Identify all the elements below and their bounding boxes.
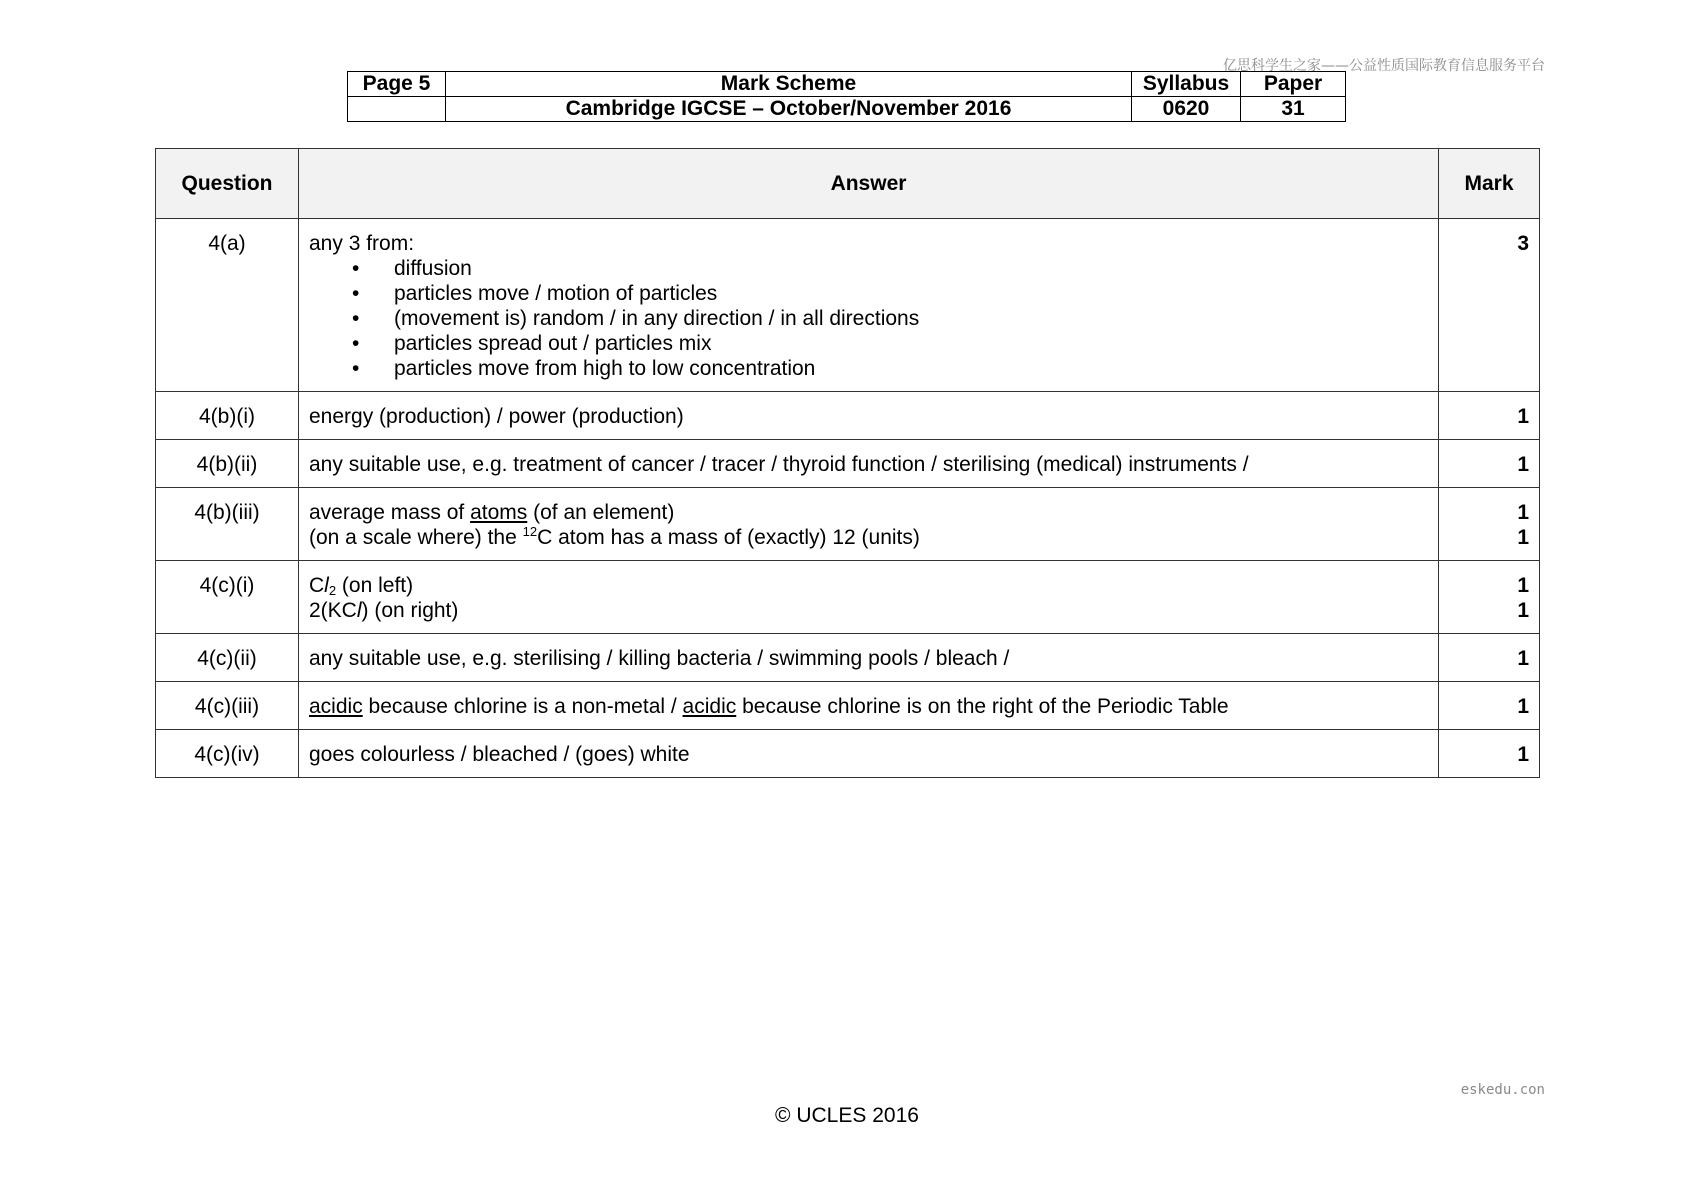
answer-line: 2(KCl) (on right) <box>309 599 459 622</box>
list-item: • particles move from high to low concentration <box>309 356 1428 381</box>
subscript: 2 <box>328 583 337 598</box>
table-header-row <box>156 149 1540 219</box>
table-row <box>156 440 1540 488</box>
underlined-keyword: acidic <box>309 695 363 718</box>
watermark-text-bottom: eskedu.con <box>1460 1082 1545 1098</box>
question-number: 4(c)(ii) <box>156 634 299 682</box>
paper-label: Paper <box>1241 72 1346 97</box>
underlined-keyword: acidic <box>682 695 737 718</box>
answer-line: (on a scale where) the $^{12}$C atom has a mass of (exactly) 12 (units) <box>309 524 920 549</box>
mark-cell <box>1439 561 1540 634</box>
list-item: • particles move / motion of particles <box>309 281 1428 306</box>
list-item: • (movement is) random / in any direction / in all directions <box>309 306 1428 331</box>
mark-value: 3 <box>1439 219 1540 392</box>
question-number: 4(b)(i) <box>156 392 299 440</box>
answer-intro: any 3 from: <box>309 232 415 255</box>
answer-cell: goes colourless / bleached / (goes) white <box>299 730 1439 778</box>
answer-cell <box>299 488 1439 561</box>
question-number: 4(c)(i) <box>156 561 299 634</box>
table-row <box>156 634 1540 682</box>
table-row <box>156 730 1540 778</box>
answer-cell: acidic because chlorine is a non-metal / acidic because chlorine is on the right of the Periodic Table <box>299 682 1439 730</box>
answer-cell: energy (production) / power (production) <box>299 392 1439 440</box>
answer-line: $Cl_2$ (on left) <box>309 574 414 598</box>
mark-value: 1 <box>1517 526 1529 549</box>
question-number: 4(b)(iii) <box>156 488 299 561</box>
table-row <box>156 682 1540 730</box>
question-number: 4(a) <box>156 219 299 392</box>
mark-value: 1 <box>1517 599 1529 622</box>
answer-bullet-list <box>309 256 1428 381</box>
mark-value: 1 <box>1439 440 1540 488</box>
list-item: • diffusion <box>309 256 1428 281</box>
underlined-keyword: atoms <box>470 501 528 524</box>
mark-value: 1 <box>1439 730 1540 778</box>
question-number: 4(b)(ii) <box>156 440 299 488</box>
page-number: Page 5 <box>348 72 446 97</box>
table-row <box>156 488 1540 561</box>
mark-value: 1 <box>1439 682 1540 730</box>
mark-cell <box>1439 488 1540 561</box>
answer-line: average mass of atoms (of an element) <box>309 501 675 524</box>
table-row <box>156 561 1540 634</box>
list-item: • particles spread out / particles mix <box>309 331 1428 356</box>
mark-scheme-table <box>155 148 1540 778</box>
answer-cell <box>299 561 1439 634</box>
answer-column-header: Answer <box>299 149 1439 219</box>
page-header-table <box>347 71 1346 122</box>
mark-value: 1 <box>1517 501 1529 524</box>
copyright-footer: © UCLES 2016 <box>775 1104 919 1127</box>
mark-column-header: Mark <box>1439 149 1540 219</box>
answer-cell: any suitable use, e.g. sterilising / killing bacteria / swimming pools / bleach / <box>299 634 1439 682</box>
table-row <box>156 392 1540 440</box>
answer-cell <box>299 219 1439 392</box>
question-number: 4(c)(iv) <box>156 730 299 778</box>
header-empty-cell <box>348 97 446 122</box>
mark-value: 1 <box>1439 392 1540 440</box>
document-title: Mark Scheme <box>446 72 1132 97</box>
answer-cell: any suitable use, e.g. treatment of cancer / tracer / thyroid function / sterilising (medical) instruments / <box>299 440 1439 488</box>
exam-name: Cambridge IGCSE – October/November 2016 <box>446 97 1132 122</box>
mark-value: 1 <box>1439 634 1540 682</box>
paper-number: 31 <box>1241 97 1346 122</box>
watermark-text-top: 亿思科学生之家——公益性质国际教育信息服务平台 <box>1223 58 1545 74</box>
syllabus-code: 0620 <box>1132 97 1241 122</box>
table-row <box>156 219 1540 392</box>
syllabus-label: Syllabus <box>1132 72 1241 97</box>
isotope-superscript: 12 <box>522 524 538 539</box>
question-number: 4(c)(iii) <box>156 682 299 730</box>
mark-value: 1 <box>1517 574 1529 597</box>
question-column-header: Question <box>156 149 299 219</box>
